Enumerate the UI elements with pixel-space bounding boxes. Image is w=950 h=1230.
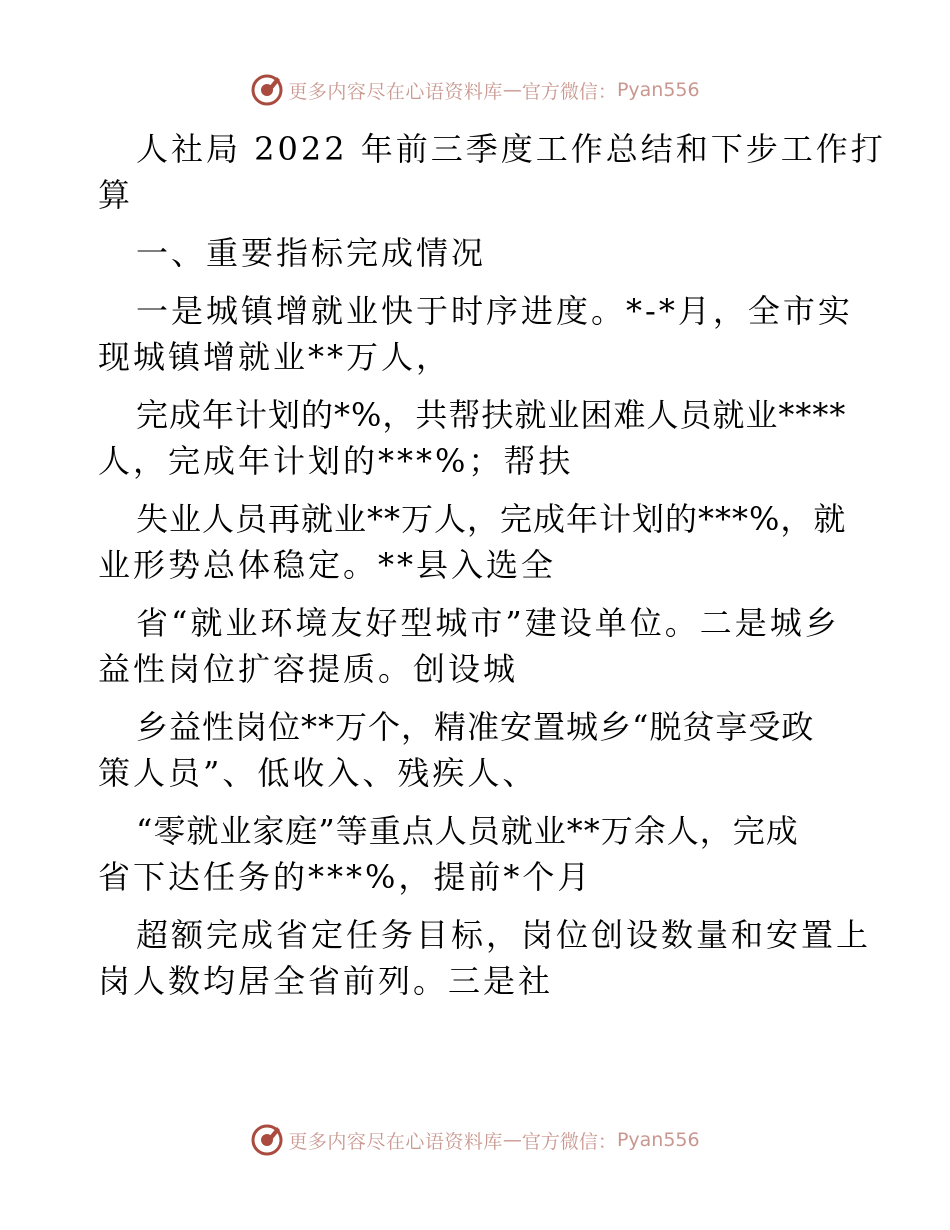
pen-logo-icon [250, 73, 284, 107]
watermark-footer [0, 1120, 950, 1160]
paragraph-line: 岗人数均居全省前列。三是社 [98, 962, 554, 1000]
document-body [98, 126, 886, 1004]
doc-title-line-2: 算 [98, 176, 134, 214]
paragraph-line: 超额完成省定任务目标，岗位创设数量和安置上 [136, 916, 872, 954]
paragraph-line: 益性岗位扩容提质。创设城 [98, 650, 519, 688]
paragraph-line: 一是城镇增就业快于时序进度。*-*月，全市实 [136, 292, 853, 330]
paragraph-line: 策人员”、低收入、残疾人、 [98, 754, 538, 792]
watermark-label: 官方微信： [521, 80, 617, 103]
watermark-header [0, 70, 950, 110]
watermark-wechat-id: Pyan556 [616, 79, 700, 101]
watermark-label: 官方微信： [521, 1130, 617, 1153]
paragraph-line: 失业人员再就业**万人，完成年计划的***%，就 [136, 500, 847, 538]
paragraph-line: 完成年计划的*%，共帮扶就业困难人员就业**** [136, 396, 847, 434]
paragraph-line: 现城镇增就业**万人， [98, 338, 452, 376]
paragraph-line: 乡益性岗位**万个，精准安置城乡“脱贫享受政 [136, 708, 815, 746]
watermark-wechat-id: Pyan556 [616, 1129, 700, 1151]
paragraph-line: 省“就业环境友好型城市”建设单位。二是城乡 [136, 604, 840, 642]
paragraph-line: 省下达任务的***%，提前*个月 [98, 858, 593, 896]
section-heading: 一、重要指标完成情况 [136, 234, 487, 272]
doc-title-line-1: 人社局 2022 年前三季度工作总结和下步工作打 [136, 130, 886, 168]
watermark-title: 更多内容尽在心语资料库 [288, 80, 503, 103]
watermark-separator: — [502, 79, 522, 101]
pen-logo-icon [250, 1123, 284, 1157]
watermark-title: 更多内容尽在心语资料库 [288, 1130, 503, 1153]
paragraph-line: 人，完成年计划的***%；帮扶 [98, 442, 574, 480]
paragraph-line: 业形势总体稳定。**县入选全 [98, 546, 557, 584]
paragraph-line: “零就业家庭”等重点人员就业**万余人，完成 [136, 812, 799, 850]
watermark-separator: — [502, 1129, 522, 1151]
